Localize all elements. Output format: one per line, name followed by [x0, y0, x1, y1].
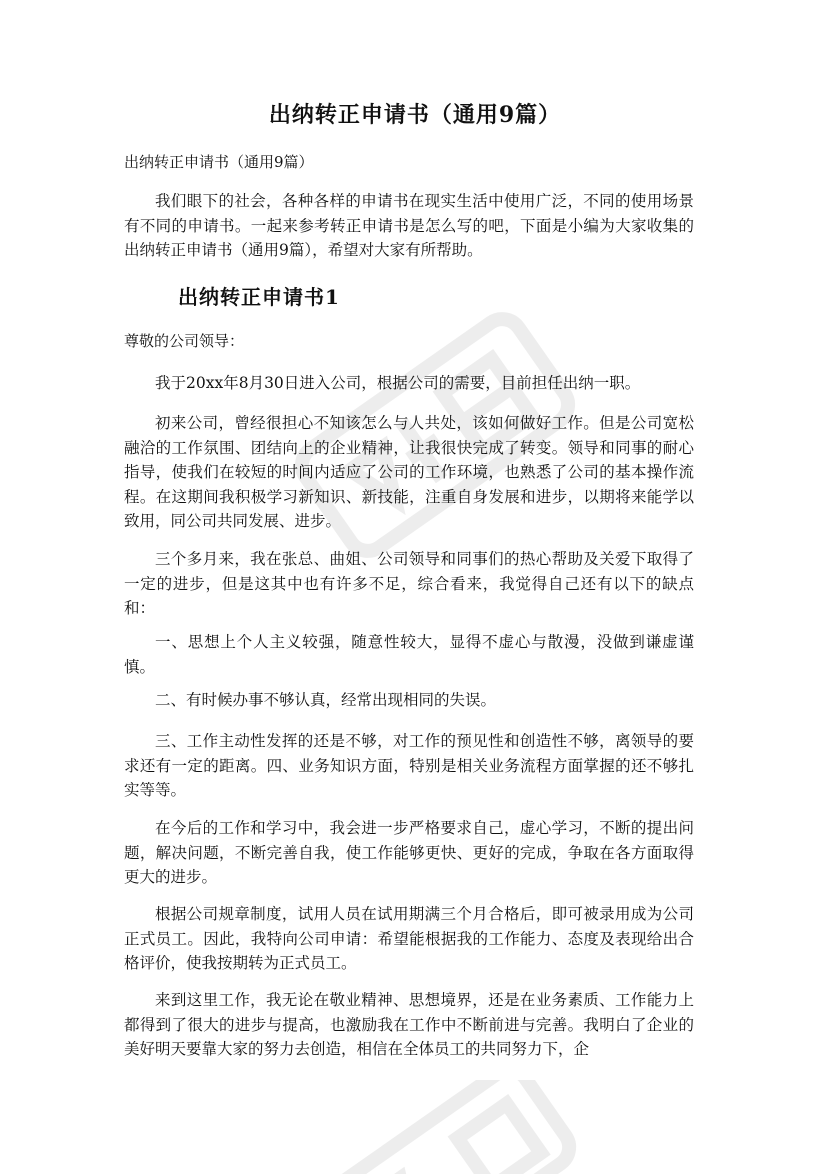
body-paragraph: 一、思想上个人主义较强，随意性较大，显得不虚心与散漫，没做到谦虚谨慎。 — [124, 633, 694, 676]
salutation: 尊敬的公司领导： — [124, 332, 245, 350]
body-paragraph: 根据公司规章制度，试用人员在试用期满三个月合格后，即可被录用成为公司正式员工。因此，我特向公司申请：希望能根据我的工作能力、态度及表现给出合格评价，使我按期转为正式员工。 — [124, 905, 694, 972]
body-paragraph: 来到这里工作，我无论在敬业精神、思想境界，还是在业务素质、工作能力上都得到了很大的进步与提高，也激励我在工作中不断前进与完善。我明白了企业的美好明天要靠大家的努力去创造，相信在全体员工的共同努力下，企 — [124, 991, 694, 1058]
body-paragraph: 我于20xx年8月30日进入公司，根据公司的需要，目前担任出纳一职。 — [155, 374, 641, 392]
body-paragraph: 三个多月来，我在张总、曲姐、公司领导和同事们的热心帮助及关爱下取得了一定的进步，但是这其中也有许多不足，综合看来，我觉得自己还有以下的缺点和： — [124, 550, 694, 617]
document-subtitle: 出纳转正申请书（通用9篇） — [124, 153, 314, 171]
intro-paragraph: 我们眼下的社会，各种各样的申请书在现实生活中使用广泛，不同的使用场景有不同的申请书。一起来参考转正申请书是怎么写的吧，下面是小编为大家收集的出纳转正申请书（通用9篇），希望对大家有所帮助。 — [124, 192, 694, 259]
body-paragraph: 初来公司，曾经很担心不知该怎么与人共处，该如何做好工作。但是公司宽松融洽的工作氛围、团结向上的企业精神，让我很快完成了转变。领导和同事的耐心指导，使我们在较短的时间内适应了公司的工作环境，也熟悉了公司的基本操作流程。在这期间我积极学习新知识、新技能，注重自身发展和进步，以期将来能学以致用，同公司共同发展、进步。 — [124, 414, 694, 530]
body-paragraph: 二、有时候办事不够认真，经常出现相同的失误。 — [155, 691, 497, 709]
section-heading: 出纳转正申请书1 — [178, 285, 340, 309]
body-paragraph: 在今后的工作和学习中，我会进一步严格要求自己，虚心学习，不断的提出问题，解决问题，不断完善自我，使工作能够更快、更好的完成，争取在各方面取得更大的进步。 — [124, 819, 694, 886]
body-paragraph: 三、工作主动性发挥的还是不够，对工作的预见性和创造性不够，离领导的要求还有一定的距离。四、业务知识方面，特别是相关业务流程方面掌握的还不够扎实等等。 — [124, 732, 694, 799]
document-title: 出纳转正申请书（通用9篇） — [268, 102, 562, 128]
watermark-logo-icon — [300, 1080, 600, 1174]
